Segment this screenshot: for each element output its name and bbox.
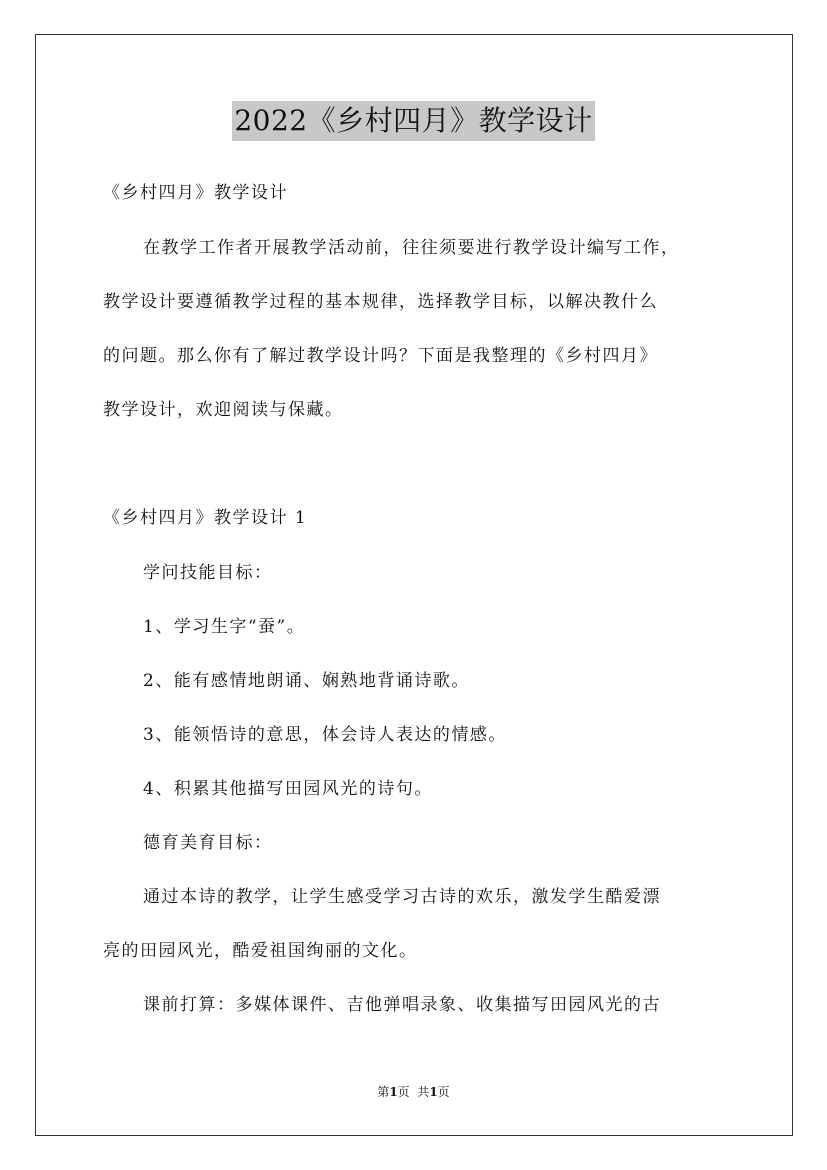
footer-page-total: 1 [429,1085,438,1099]
moral-line-1: 通过本诗的教学，让学生感受学习古诗的欢乐，激发学生酷爱漂 [143,887,661,907]
goal-item-1: 1、学习生字“蚕”。 [143,617,306,637]
moral-goal-label: 德育美育目标： [143,833,273,853]
section-heading: 《乡村四月》教学设计 1 [103,508,308,528]
footer-page-suffix: 页 [437,1085,450,1099]
document-subtitle: 《乡村四月》教学设计 [103,183,288,203]
document-title: 2022《乡村四月》教学设计 [232,101,594,141]
title-container [0,101,827,141]
intro-line-3: 的问题。那么你有了解过教学设计吗？下面是我整理的《乡村四月》 [103,346,658,366]
footer-page-mid: 页 共 [397,1085,430,1099]
footer-page-current: 1 [389,1085,398,1099]
footer-page-prefix: 第 [377,1085,390,1099]
goal-item-2: 2、能有感情地朗诵、娴熟地背诵诗歌。 [143,671,470,691]
goal-item-4: 4、积累其他描写田园风光的诗句。 [143,779,433,799]
page-footer [0,1084,827,1100]
knowledge-goal-label: 学问技能目标： [143,563,273,583]
intro-line-4: 教学设计，欢迎阅读与保藏。 [103,400,344,420]
moral-line-2: 亮的田园风光，酷爱祖国绚丽的文化。 [103,941,418,961]
prep-line: 课前打算：多媒体课件、吉他弹唱录象、收集描写田园风光的古 [143,995,661,1015]
intro-line-2: 教学设计要遵循教学过程的基本规律，选择教学目标，以解决教什么 [103,292,658,312]
goal-item-3: 3、能领悟诗的意思，体会诗人表达的情感。 [143,725,507,745]
intro-line-1: 在教学工作者开展教学活动前，往往须要进行教学设计编写工作， [143,238,680,258]
